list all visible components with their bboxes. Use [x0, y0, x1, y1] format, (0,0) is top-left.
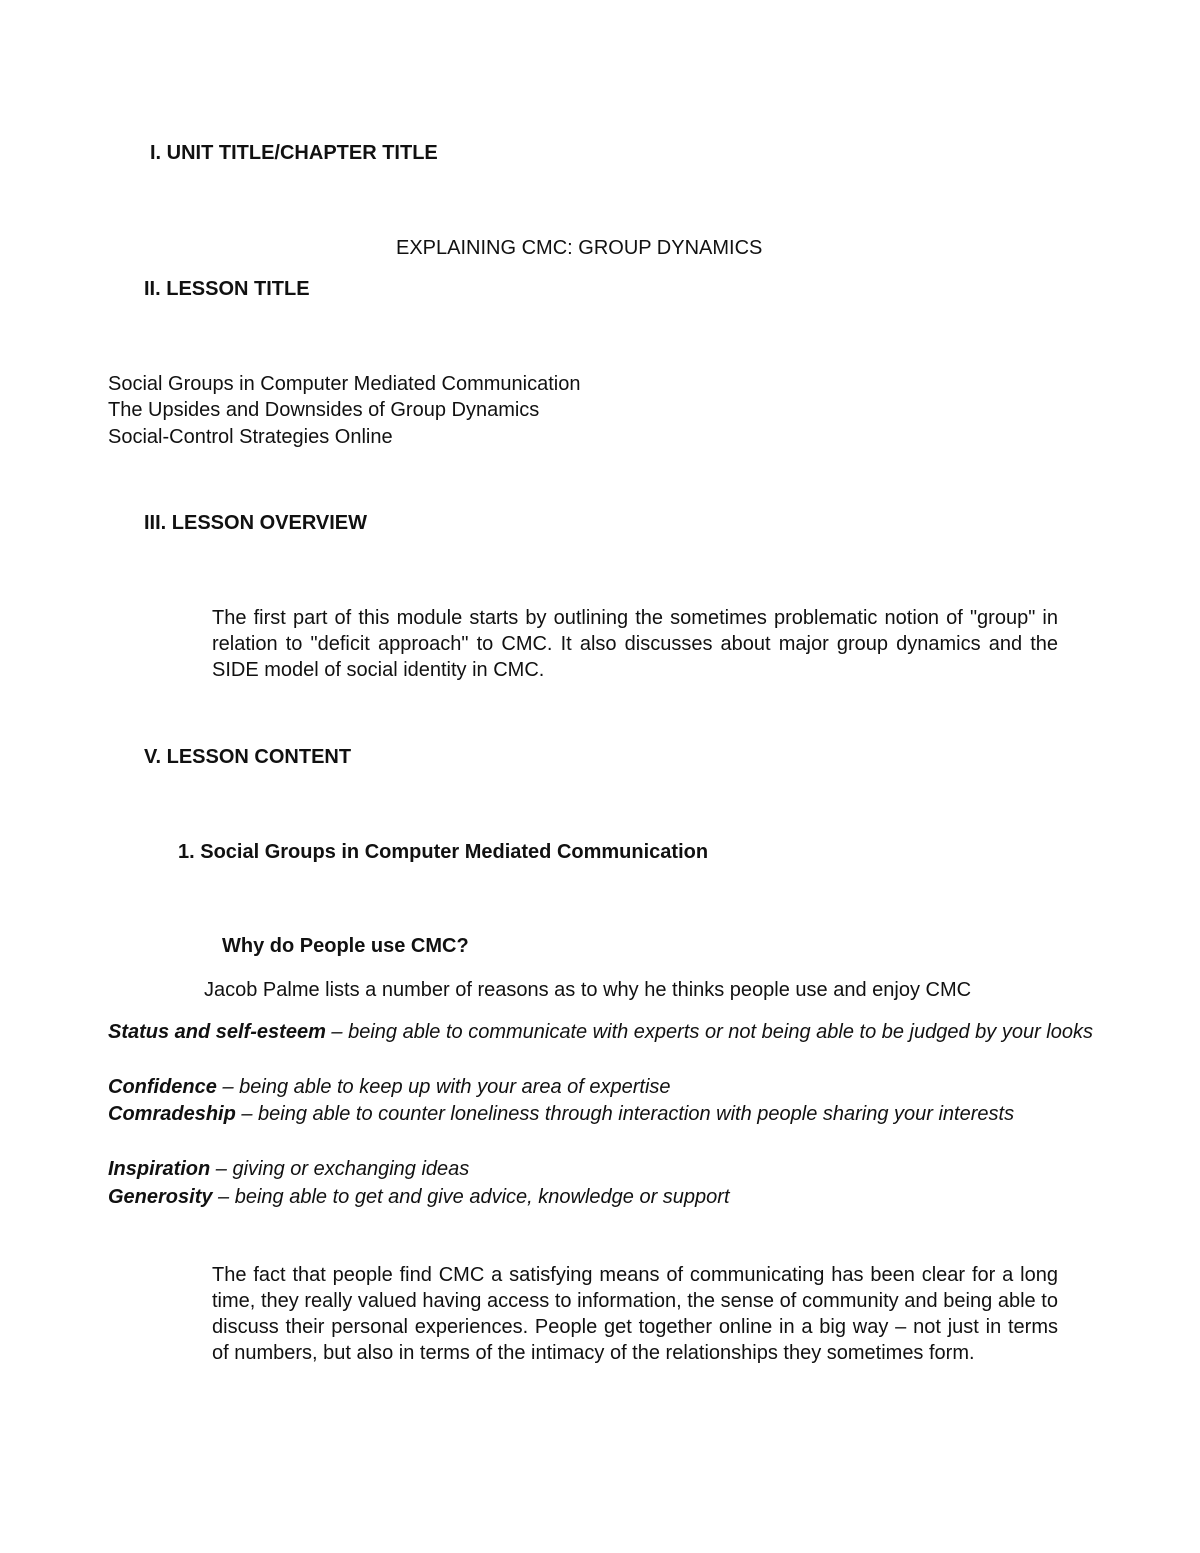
lesson-title-item: The Upsides and Downsides of Group Dynamics: [108, 399, 540, 421]
reason-item: [108, 1074, 1104, 1102]
subsection-heading: 1. Social Groups in Computer Mediated Communication: [178, 841, 709, 863]
reason-term: Inspiration: [108, 1158, 211, 1180]
reason-item: [108, 1101, 1104, 1129]
reason-term: Status and self-esteem: [108, 1021, 326, 1043]
reason-term: Comradeship: [108, 1103, 236, 1125]
chapter-title: EXPLAINING CMC: GROUP DYNAMICS: [396, 237, 763, 259]
closing-paragraph: The fact that people find CMC a satisfying means of communicating has been clear for a long time, they really valued having access to information, the sense of community and being able to discuss their personal experiences. People get together online in a big way – not just in terms of numbers, but also in terms of the intimacy of the relationships they sometimes form.: [212, 1264, 1058, 1364]
question-heading: Why do People use CMC?: [222, 935, 469, 957]
lesson-heading: II. LESSON TITLE: [144, 278, 310, 300]
reason-term: Confidence: [108, 1076, 217, 1098]
overview-paragraph: The first part of this module starts by outlining the sometimes problematic notion of "group" in relation to "deficit approach" to CMC. It also discusses about major group dynamics and the SIDE model of social identity in CMC.: [212, 607, 1058, 681]
reason-item: [108, 1156, 1104, 1184]
content-heading: V. LESSON CONTENT: [144, 746, 352, 768]
reason-term: Generosity: [108, 1186, 213, 1208]
reason-item: [108, 1019, 1104, 1047]
reason-desc: – being able to keep up with your area of expertise: [216, 1076, 671, 1098]
intro-text: Jacob Palme lists a number of reasons as to why he thinks people use and enjoy CMC: [204, 979, 972, 1001]
lesson-title-item: Social-Control Strategies Online: [108, 426, 393, 448]
overview-heading: III. LESSON OVERVIEW: [144, 512, 368, 534]
reason-item: [108, 1184, 1104, 1212]
unit-heading: I. UNIT TITLE/CHAPTER TITLE: [150, 142, 438, 164]
reason-desc: – being able to communicate with experts or not being able to be judged by your looks: [325, 1021, 1093, 1043]
lesson-title-item: Social Groups in Computer Mediated Communication: [108, 373, 581, 395]
reason-desc: – giving or exchanging ideas: [210, 1158, 470, 1180]
reason-desc: – being able to get and give advice, knowledge or support: [212, 1186, 730, 1208]
reason-desc: – being able to counter loneliness through interaction with people sharing your interests: [235, 1103, 1015, 1125]
